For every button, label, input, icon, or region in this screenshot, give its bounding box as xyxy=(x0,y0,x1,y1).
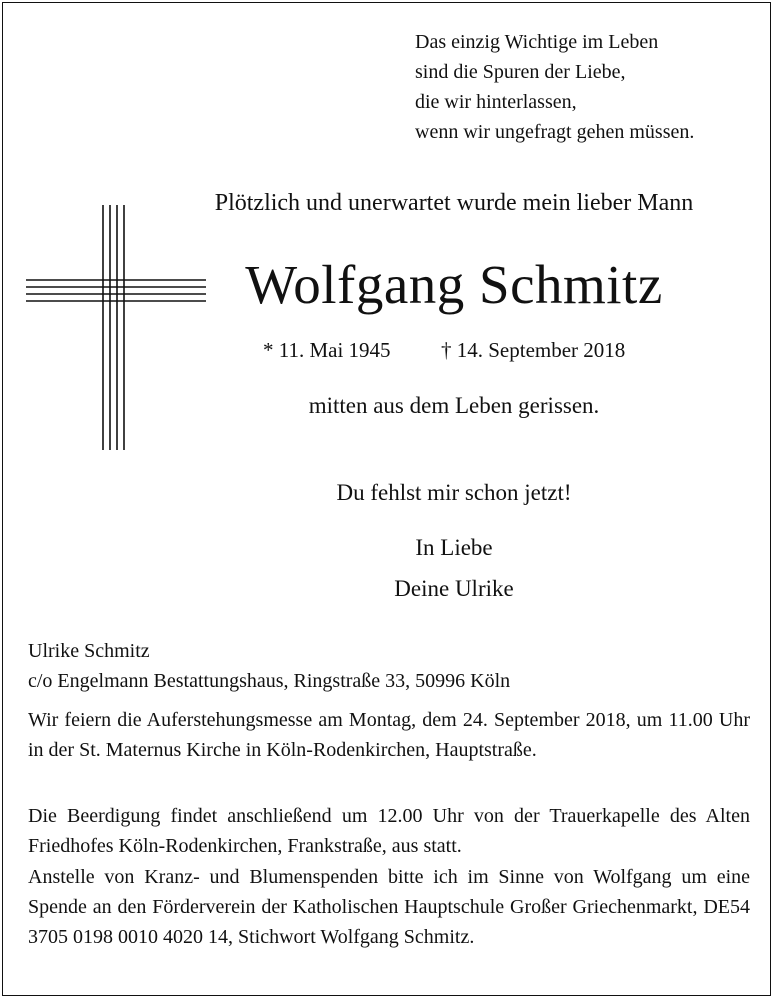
intro-text: Plötzlich und unerwartet wurde mein lieber Mann xyxy=(214,190,694,216)
address-block xyxy=(28,636,510,696)
miss-text: Du fehlst mir schon jetzt! xyxy=(336,480,572,505)
deceased-name: Wolfgang Schmitz xyxy=(245,254,663,315)
poem-line: die wir hinterlassen, xyxy=(415,91,577,113)
closing-text: In Liebe xyxy=(415,535,493,560)
donation-paragraph: Anstelle von Kranz- und Blumenspenden bitte ich im Sinne von Wolfgang um eine Spende an den Förderverein der Katholischen Hauptschule Großer Griechenmarkt, DE54 3705 0198 0010 4020 14, Stichwort Wolfgang Schmitz. xyxy=(28,866,750,948)
address-name: Ulrike Schmitz xyxy=(28,640,150,662)
poem xyxy=(415,27,694,147)
poem-line: sind die Spuren der Liebe, xyxy=(415,61,626,83)
address-line: c/o Engelmann Bestattungshaus, Ringstraße 33, 50996 Köln xyxy=(28,670,511,692)
poem-line: wenn wir ungefragt gehen müssen. xyxy=(415,121,695,143)
poem-line: Das einzig Wichtige im Leben xyxy=(415,31,659,53)
mass-paragraph: Wir feiern die Auferstehungsmesse am Montag, dem 24. September 2018, um 11.00 Uhr in der St. Maternus Kirche in Köln-Rodenkirchen, Hauptstraße. xyxy=(28,709,750,761)
burial-paragraph: Die Beerdigung findet anschließend um 12.00 Uhr von der Trauerkapelle des Alten Friedhofes Köln-Rodenkirchen, Frankstraße, aus statt. xyxy=(28,805,750,857)
signature: Deine Ulrike xyxy=(394,576,514,601)
torn-text: mitten aus dem Leben gerissen. xyxy=(308,393,600,418)
birth-date: * 11. Mai 1945 xyxy=(263,338,391,362)
death-date: † 14. September 2018 xyxy=(441,338,626,362)
